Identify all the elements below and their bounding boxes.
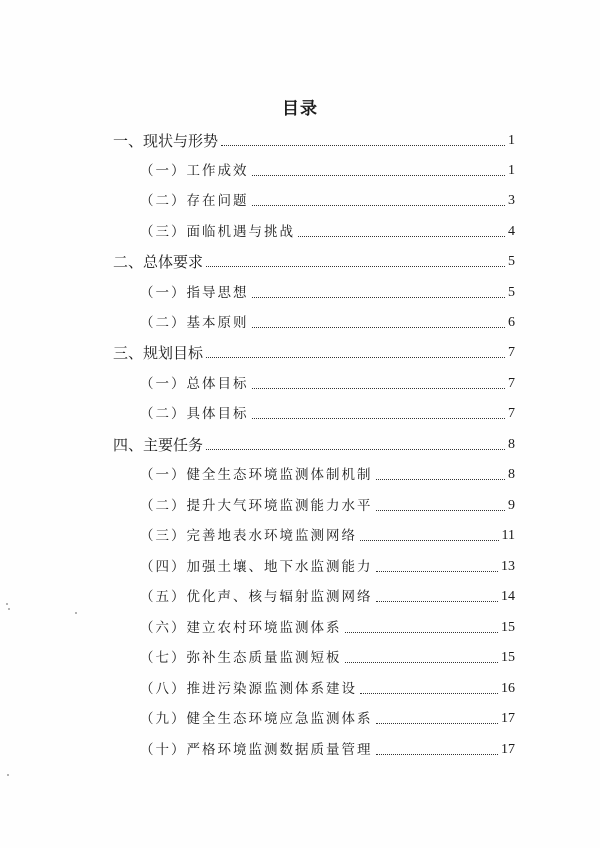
toc-entry-label: （三）完善地表水环境监测网络 — [140, 528, 357, 544]
toc-dot-leader — [376, 509, 506, 511]
toc-dot-leader — [376, 570, 499, 572]
toc-dot-leader — [298, 235, 505, 237]
toc-entry — [140, 553, 515, 577]
toc-entry-label: （二）存在问题 — [140, 193, 249, 209]
scan-speck — [6, 603, 8, 605]
toc-page-number: 13 — [501, 559, 515, 574]
toc-entry — [140, 522, 515, 546]
toc-entry — [140, 400, 515, 424]
toc-entry — [140, 461, 515, 485]
toc-entry-label: 二、总体要求 — [113, 253, 204, 271]
toc-dot-leader — [252, 296, 506, 298]
toc-entry — [140, 370, 515, 394]
toc-page-number: 15 — [501, 650, 515, 665]
toc-entry-label: （三）面临机遇与挑战 — [140, 224, 295, 240]
toc-entry — [140, 218, 515, 242]
toc-entry — [113, 339, 515, 363]
toc-entry-label: （一）总体目标 — [140, 376, 249, 392]
toc-entry-label: （二）具体目标 — [140, 406, 249, 422]
toc-entry-label: 一、现状与形势 — [113, 132, 219, 150]
toc-page-number: 6 — [508, 315, 515, 330]
toc-page-number: 8 — [508, 437, 515, 452]
toc-entry — [113, 248, 515, 272]
toc-entry-label: （八）推进污染源监测体系建设 — [140, 681, 357, 697]
toc-page-number: 5 — [508, 254, 515, 269]
toc-page-number: 1 — [508, 163, 515, 178]
toc-dot-leader — [206, 265, 505, 267]
scan-speck — [8, 608, 10, 610]
toc-page-number: 3 — [508, 193, 515, 208]
toc-page-number: 17 — [501, 742, 515, 757]
scan-speck — [7, 774, 9, 776]
toc-entry — [140, 157, 515, 181]
toc-entry-label: （四）加强土壤、地下水监测能力 — [140, 559, 373, 575]
toc-page-number: 11 — [501, 528, 515, 543]
toc-entry — [140, 309, 515, 333]
toc-entry — [140, 675, 515, 699]
toc-page-number: 9 — [508, 498, 515, 513]
toc-dot-leader — [252, 387, 506, 389]
toc-page-number: 1 — [508, 133, 515, 148]
toc-page-number: 5 — [508, 285, 515, 300]
toc-entry — [140, 583, 515, 607]
toc-dot-leader — [376, 722, 499, 724]
toc-dot-leader — [376, 600, 499, 602]
toc-entry — [140, 279, 515, 303]
toc-entry-label: 四、主要任务 — [113, 436, 204, 454]
toc-entry-label: （十）严格环境监测数据质量管理 — [140, 742, 373, 758]
toc-entry-label: （五）优化声、核与辐射监测网络 — [140, 589, 373, 605]
toc-entry — [140, 492, 515, 516]
toc-entry — [140, 736, 515, 760]
toc-dot-leader — [252, 204, 506, 206]
toc-entry-label: （七）弥补生态质量监测短板 — [140, 650, 342, 666]
toc-page-number: 16 — [501, 681, 515, 696]
toc-dot-leader — [345, 661, 499, 663]
toc-entry-label: （六）建立农村环境监测体系 — [140, 620, 342, 636]
page-title: 目录 — [282, 99, 318, 119]
toc-dot-leader — [221, 144, 505, 146]
toc-entry-label: （九）健全生态环境应急监测体系 — [140, 711, 373, 727]
toc-dot-leader — [252, 326, 506, 328]
toc-entry — [140, 614, 515, 638]
toc-dot-leader — [376, 478, 506, 480]
toc-dot-leader — [206, 448, 505, 450]
toc-entry-label: （一）指导思想 — [140, 285, 249, 301]
toc-page-number: 15 — [501, 620, 515, 635]
toc-page-number: 7 — [508, 406, 515, 421]
toc-entry-label: （二）提升大气环境监测能力水平 — [140, 498, 373, 514]
scan-speck — [75, 612, 77, 614]
toc-dot-leader — [360, 539, 499, 541]
toc-dot-leader — [206, 356, 505, 358]
toc-page-number: 8 — [508, 467, 515, 482]
toc-dot-leader — [252, 174, 506, 176]
toc-dot-leader — [360, 692, 498, 694]
toc-entry — [113, 127, 515, 151]
toc-dot-leader — [252, 417, 506, 419]
toc-entry-label: （一）健全生态环境监测体制机制 — [140, 467, 373, 483]
toc-entry — [140, 644, 515, 668]
toc-entry-label: 三、规划目标 — [113, 344, 204, 362]
toc-entry — [140, 187, 515, 211]
toc-entry — [113, 431, 515, 455]
toc-page-number: 14 — [501, 589, 515, 604]
toc-entry-label: （二）基本原则 — [140, 315, 249, 331]
toc-page-number: 17 — [501, 711, 515, 726]
toc-page-number: 7 — [508, 376, 515, 391]
toc-dot-leader — [345, 631, 499, 633]
toc-page-number: 7 — [508, 345, 515, 360]
toc-entry — [140, 705, 515, 729]
toc-entry-label: （一）工作成效 — [140, 163, 249, 179]
toc-page-number: 4 — [508, 224, 515, 239]
toc-dot-leader — [376, 753, 499, 755]
